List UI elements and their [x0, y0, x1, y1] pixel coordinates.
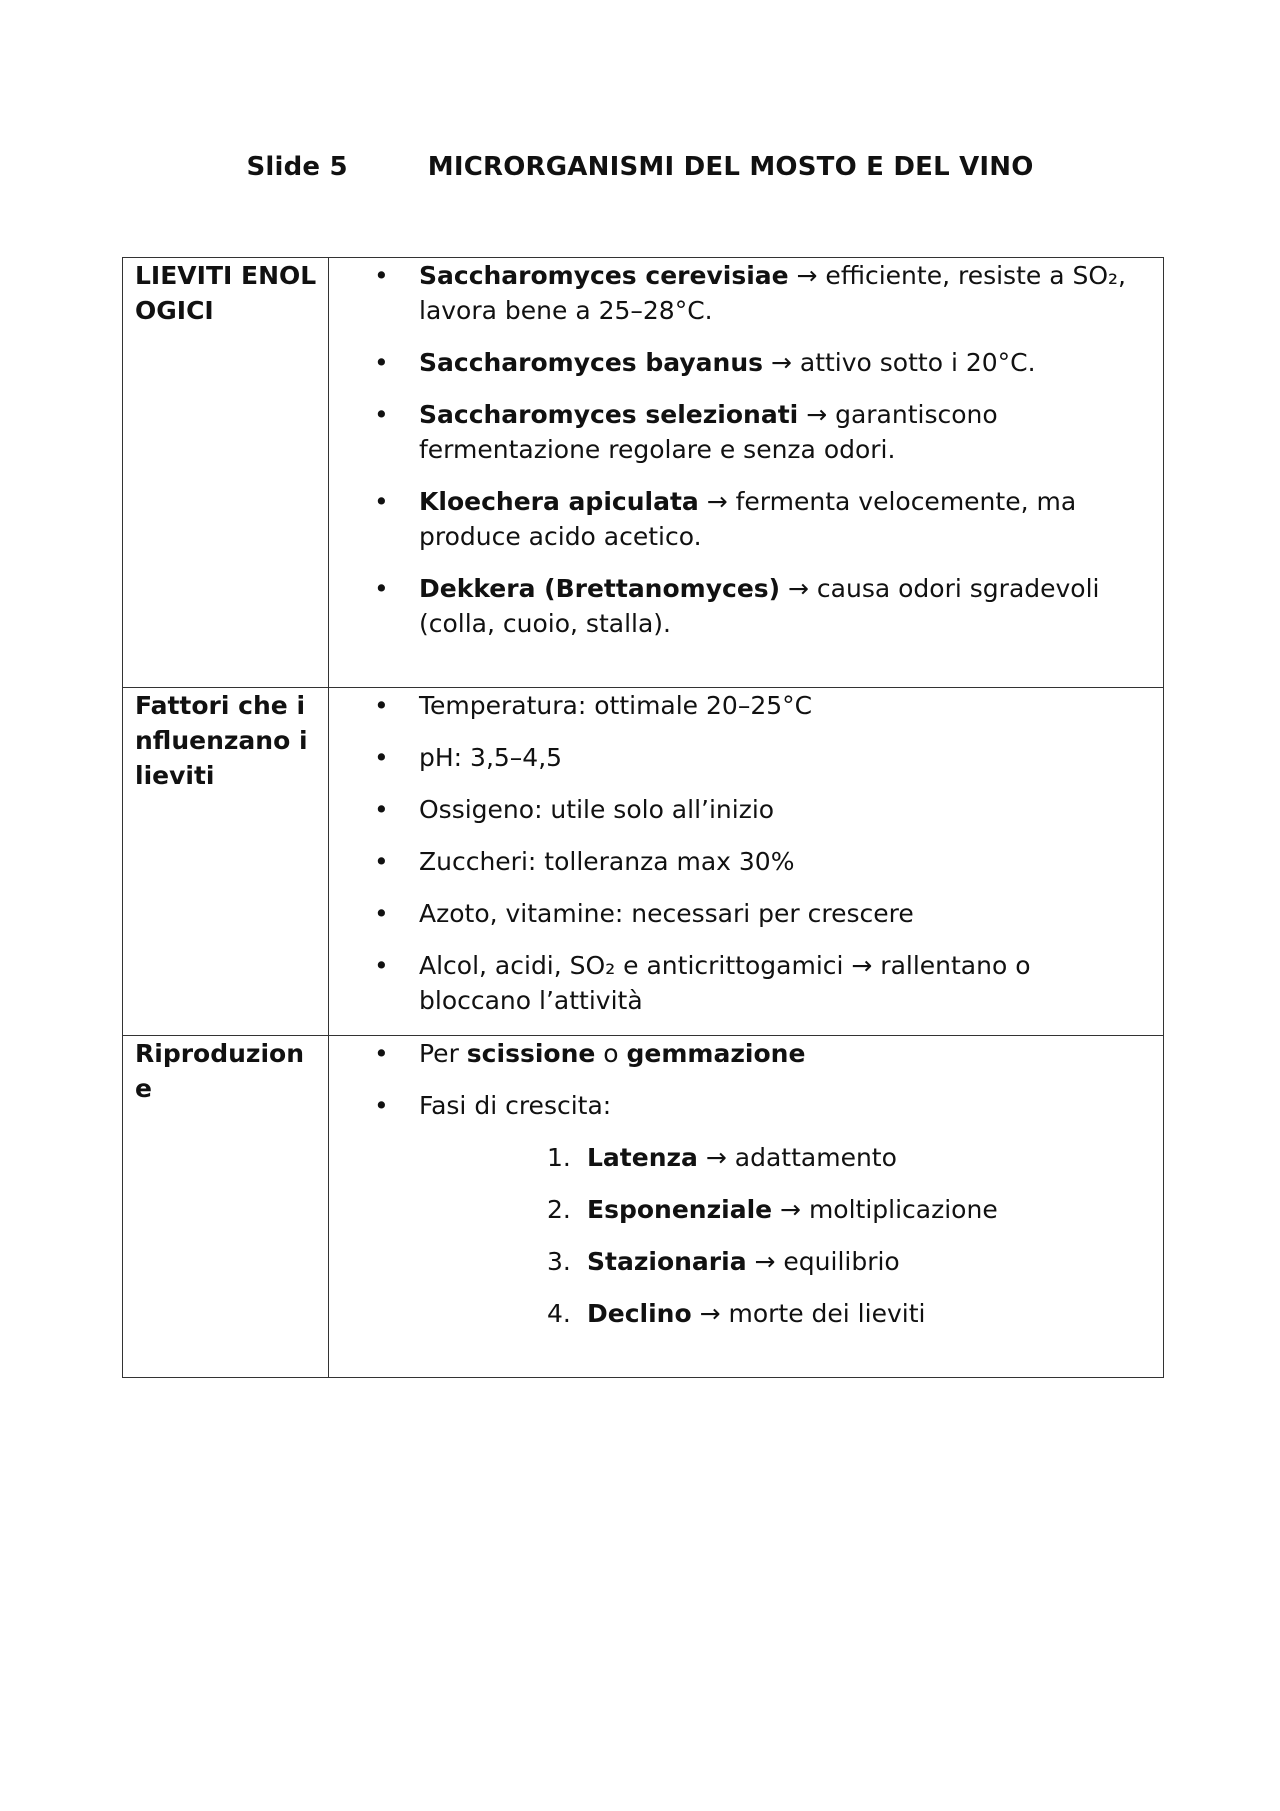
row-content [329, 688, 1164, 1036]
content-table [122, 257, 1164, 1378]
intro-middle: o [595, 1039, 627, 1068]
slide-label: Slide 5 [246, 152, 348, 182]
phase-description: → equilibrio [746, 1247, 900, 1276]
row-label: Fattori che influenzano i lieviti [123, 688, 329, 1036]
list-item: • Temperatura: ottimale 20–25°C [329, 688, 1163, 723]
list-item: • Ossigeno: utile solo all’inizio [329, 792, 1163, 827]
phase-item [419, 1140, 1143, 1175]
phase-item [419, 1296, 1143, 1331]
phase-term: Esponenziale [587, 1195, 773, 1224]
phase-term: Latenza [587, 1143, 698, 1172]
phase-description: → moltiplicazione [772, 1195, 998, 1224]
phase-item [419, 1192, 1143, 1227]
table-row-fattori [123, 688, 1164, 1036]
row-label: Riproduzione [123, 1036, 329, 1378]
phase-number: 3. [547, 1247, 571, 1276]
intro-prefix: Per [419, 1039, 467, 1068]
phase-term: Declino [587, 1299, 692, 1328]
document-title: MICRORGANISMI DEL MOSTO E DEL VINO [427, 152, 1034, 182]
list-item: • pH: 3,5–4,5 [329, 740, 1163, 775]
phase-number: 2. [547, 1195, 571, 1224]
list-item [329, 397, 1163, 467]
item-description: → efficiente, resiste a SO₂, lavora bene a 25–28°C. [419, 261, 1126, 325]
phases-list [419, 1140, 1143, 1331]
list-item [329, 1088, 1163, 1331]
row-content [329, 258, 1164, 688]
list-item [329, 1036, 1163, 1071]
intro-term-1: scissione [466, 1039, 596, 1068]
row-label: LIEVITI ENOLOGICI [123, 258, 329, 688]
list-item: • Alcol, acidi, SO₂ e anticrittogamici → rallentano o bloccano l’attività [329, 948, 1163, 1018]
item-term: Saccharomyces bayanus [419, 348, 764, 377]
page-title [0, 152, 1280, 182]
item-description: → attivo sotto i 20°C. [763, 348, 1036, 377]
table-row-riproduzione [123, 1036, 1164, 1378]
phase-number: 1. [547, 1143, 571, 1172]
list-item [329, 571, 1163, 641]
list-item [329, 345, 1163, 380]
item-description: → causa odori sgradevoli (colla, cuoio, stalla). [419, 574, 1100, 638]
phase-term: Stazionaria [587, 1247, 747, 1276]
phase-item [419, 1244, 1143, 1279]
item-term: Saccharomyces cerevisiae [419, 261, 789, 290]
intro-term-2: gemmazione [626, 1039, 806, 1068]
list-item: • Azoto, vitamine: necessari per crescere [329, 896, 1163, 931]
list-item: • Zuccheri: tolleranza max 30% [329, 844, 1163, 879]
item-description: → garantiscono fermentazione regolare e senza odori. [419, 400, 998, 464]
phase-number: 4. [547, 1299, 571, 1328]
list-item [329, 258, 1163, 328]
item-term: Dekkera (Brettanomyces) [419, 574, 781, 603]
phase-description: → adattamento [697, 1143, 897, 1172]
phases-label: Fasi di crescita: [419, 1091, 612, 1120]
phase-description: → morte dei lieviti [691, 1299, 926, 1328]
row-content [329, 1036, 1164, 1378]
item-description: → fermenta velocemente, ma produce acido acetico. [419, 487, 1077, 551]
factors-list [329, 688, 1163, 1018]
item-term: Saccharomyces selezionati [419, 400, 799, 429]
yeast-list [329, 258, 1163, 641]
item-term: Kloechera apiculata [419, 487, 699, 516]
table-row-lieviti-enologici [123, 258, 1164, 688]
list-item [329, 484, 1163, 554]
reproduction-list [329, 1036, 1163, 1331]
